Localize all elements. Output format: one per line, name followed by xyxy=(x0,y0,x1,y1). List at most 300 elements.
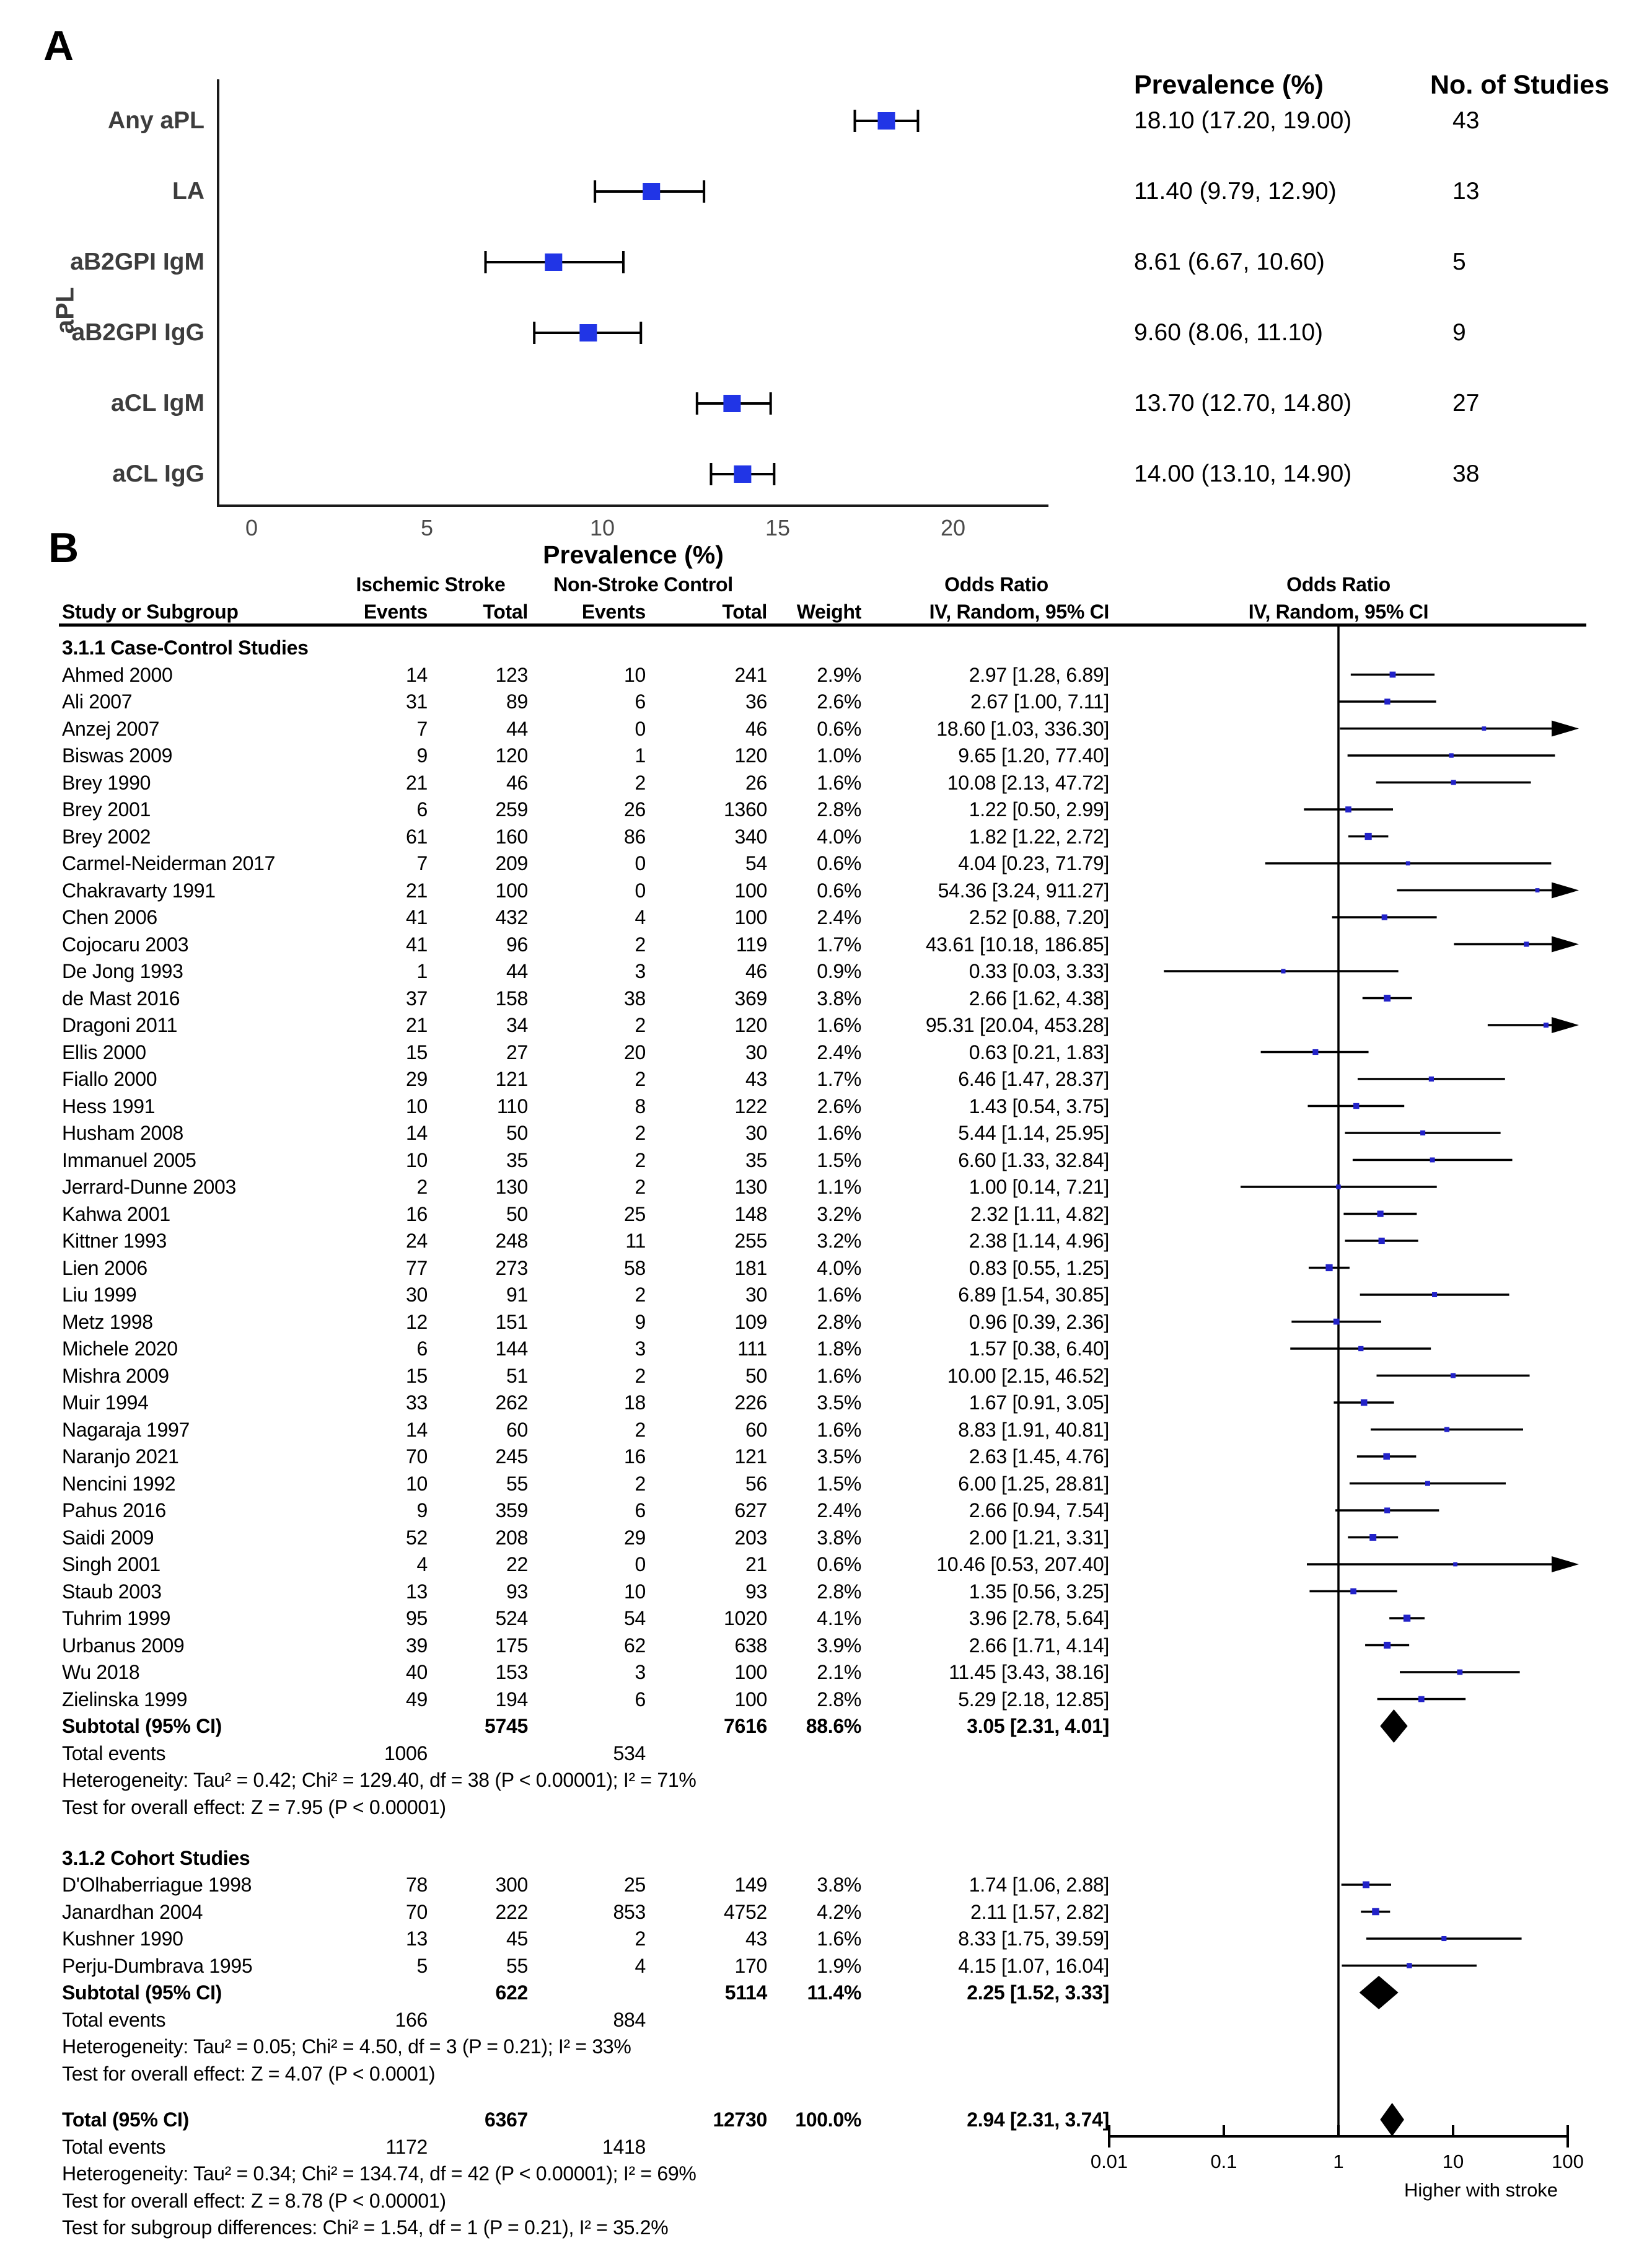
study-row-e1: 6 xyxy=(416,798,428,821)
x-tick-label: 15 xyxy=(765,515,791,540)
study-row-e1: 61 xyxy=(406,825,428,848)
or-square xyxy=(1430,1158,1435,1163)
total-events-label: Total events xyxy=(62,2008,166,2031)
or-square xyxy=(1383,1453,1390,1460)
total-events-e1: 166 xyxy=(395,2008,428,2031)
study-row-w: 0.6% xyxy=(817,717,861,740)
study-row-w: 2.6% xyxy=(817,1095,861,1117)
study-row-e2: 6 xyxy=(635,1499,646,1522)
study-row-ci: 0.63 [0.21, 1.83] xyxy=(969,1041,1109,1064)
total-events-e1: 1006 xyxy=(384,1742,428,1764)
study-row-t2: 638 xyxy=(734,1634,767,1657)
study-row-t1: 44 xyxy=(506,717,528,740)
study-row-e2: 2 xyxy=(635,1364,646,1387)
right-arrow xyxy=(1552,721,1579,737)
study-row-w: 1.6% xyxy=(817,771,861,794)
x-tick-label: 20 xyxy=(940,515,966,540)
or-square xyxy=(1441,1936,1446,1941)
x-tick-label: 10 xyxy=(589,515,615,540)
subtotal-row-name: Subtotal (95% CI) xyxy=(62,1981,222,2004)
right-arrow xyxy=(1552,883,1579,899)
study-row-name: Lien 2006 xyxy=(62,1256,147,1279)
study-row-ci: 8.33 [1.75, 39.59] xyxy=(958,1927,1109,1950)
or-square xyxy=(1345,806,1351,813)
heterogeneity-text: Heterogeneity: Tau² = 0.42; Chi² = 129.40, df = 38 (P < 0.00001); I² = 71% xyxy=(62,1769,696,1791)
study-row-t2: 119 xyxy=(736,933,767,956)
study-row-e1: 4 xyxy=(416,1553,428,1575)
study-row-e2: 10 xyxy=(624,1580,646,1603)
or-square xyxy=(1390,672,1396,678)
study-row-name: Dragoni 2011 xyxy=(62,1014,178,1036)
weight-column-header: Weight xyxy=(796,601,861,623)
events1-column-header: Events xyxy=(363,601,428,623)
study-row-t1: 34 xyxy=(506,1014,528,1036)
study-row-t1: 93 xyxy=(506,1580,528,1603)
or-square xyxy=(1384,1642,1391,1649)
total-row-ci: 2.94 [2.31, 3.74] xyxy=(967,2108,1109,2131)
study-row-name: Ellis 2000 xyxy=(62,1041,146,1064)
study-row-t1: 262 xyxy=(495,1391,528,1414)
or-square xyxy=(1453,1562,1457,1567)
study-row-e1: 1 xyxy=(416,960,428,982)
study-row-name: Biswas 2009 xyxy=(62,744,173,767)
study-row-t1: 123 xyxy=(495,663,528,686)
study-row-t2: 30 xyxy=(745,1284,767,1306)
subtotal-row-w: 11.4% xyxy=(807,1981,861,2004)
group1-header: Ischemic Stroke xyxy=(356,573,506,596)
study-row-e2: 2 xyxy=(635,1148,646,1171)
study-row-ci: 6.60 [1.33, 32.84] xyxy=(958,1148,1109,1171)
study-row-w: 1.8% xyxy=(817,1337,861,1360)
study-row-w: 2.4% xyxy=(817,906,861,928)
study-row-e1: 12 xyxy=(406,1310,428,1333)
study-row-t1: 22 xyxy=(506,1553,528,1575)
study-row-name: Saidi 2009 xyxy=(62,1526,154,1549)
study-row-t1: 50 xyxy=(506,1202,528,1225)
study-row-name: Immanuel 2005 xyxy=(62,1148,196,1171)
study-row-w: 2.8% xyxy=(817,1688,861,1711)
study-row-t2: 340 xyxy=(734,825,767,848)
point-estimate-square xyxy=(734,465,751,483)
study-row-t2: 203 xyxy=(734,1526,767,1549)
study-row-e1: 10 xyxy=(406,1095,428,1117)
study-row-ci: 2.66 [0.94, 7.54] xyxy=(969,1499,1109,1522)
study-row-t1: 245 xyxy=(495,1445,528,1468)
study-row-name: De Jong 1993 xyxy=(62,960,183,982)
study-row-w: 1.5% xyxy=(817,1472,861,1495)
study-row-ci: 3.96 [2.78, 5.64] xyxy=(969,1607,1109,1629)
study-row-t1: 160 xyxy=(495,825,528,848)
study-row-ci: 6.46 [1.47, 28.37] xyxy=(958,1068,1109,1090)
study-row-e1: 7 xyxy=(416,852,428,874)
study-row-ci: 0.96 [0.39, 2.36] xyxy=(969,1310,1109,1333)
study-row-ci: 1.74 [1.06, 2.88] xyxy=(969,1874,1109,1896)
study-row-w: 4.0% xyxy=(817,825,861,848)
or-square xyxy=(1429,1077,1434,1081)
study-row-w: 1.9% xyxy=(817,1954,861,1977)
x-tick-label: 5 xyxy=(420,515,434,540)
study-row-ci: 4.04 [0.23, 71.79] xyxy=(958,852,1109,874)
study-row-w: 0.9% xyxy=(817,960,861,982)
study-row-t1: 259 xyxy=(495,798,528,821)
study-row-ci: 2.63 [1.45, 4.76] xyxy=(969,1445,1109,1468)
study-row-ci: 2.66 [1.71, 4.14] xyxy=(969,1634,1109,1657)
study-row-e2: 2 xyxy=(635,933,646,956)
study-row-t2: 1020 xyxy=(724,1607,767,1629)
study-row-w: 1.7% xyxy=(817,933,861,956)
or-square xyxy=(1404,1614,1410,1621)
study-row-t2: 100 xyxy=(734,906,767,928)
study-row-w: 3.2% xyxy=(817,1202,861,1225)
study-row-w: 1.5% xyxy=(817,1148,861,1171)
study-row-t2: 1360 xyxy=(724,798,767,821)
study-row-w: 3.8% xyxy=(817,1526,861,1549)
study-row-ci: 0.83 [0.55, 1.25] xyxy=(969,1256,1109,1279)
study-row-name: Singh 2001 xyxy=(62,1553,160,1575)
study-row-name: Staub 2003 xyxy=(62,1580,162,1603)
study-row-e2: 6 xyxy=(635,690,646,713)
study-row-t1: 110 xyxy=(496,1095,528,1117)
study-row-w: 1.1% xyxy=(817,1176,861,1198)
study-row-e2: 0 xyxy=(635,879,646,902)
study-row-ci: 2.97 [1.28, 6.89] xyxy=(969,663,1109,686)
study-row-w: 3.9% xyxy=(817,1634,861,1657)
study-row-ci: 1.35 [0.56, 3.25] xyxy=(969,1580,1109,1603)
or-square xyxy=(1457,1670,1463,1675)
study-row-name: Kushner 1990 xyxy=(62,1927,183,1950)
study-row-e1: 31 xyxy=(406,690,428,713)
study-row-e2: 29 xyxy=(624,1526,646,1549)
study-row-t2: 50 xyxy=(745,1364,767,1387)
subtotal-row-t2: 5114 xyxy=(724,1981,767,2004)
study-row-w: 2.8% xyxy=(817,1310,861,1333)
study-row-name: Jerrard-Dunne 2003 xyxy=(62,1176,236,1198)
or-square xyxy=(1361,1399,1368,1406)
study-row-e2: 16 xyxy=(624,1445,646,1468)
study-row-t2: 100 xyxy=(734,1688,767,1711)
study-row-w: 2.8% xyxy=(817,798,861,821)
study-row-e2: 2 xyxy=(635,1284,646,1306)
study-row-name: Mishra 2009 xyxy=(62,1364,169,1387)
study-row-e2: 3 xyxy=(635,1337,646,1360)
study-row-name: Carmel-Neiderman 2017 xyxy=(62,852,276,874)
study-row-t2: 46 xyxy=(745,960,767,982)
study-row-name: Brey 2001 xyxy=(62,798,151,821)
study-row-e1: 13 xyxy=(406,1927,428,1950)
study-row-ci: 5.44 [1.14, 25.95] xyxy=(958,1122,1109,1144)
study-row-e1: 2 xyxy=(416,1176,428,1198)
study-row-w: 2.9% xyxy=(817,663,861,686)
study-row-w: 1.6% xyxy=(817,1418,861,1441)
study-row-name: Cojocaru 2003 xyxy=(62,933,189,956)
study-row-w: 3.8% xyxy=(817,1874,861,1896)
study-row-t2: 122 xyxy=(734,1095,767,1117)
study-row-t2: 241 xyxy=(734,663,767,686)
subtotal-row-t2: 7616 xyxy=(724,1715,767,1737)
subtotal-row-t1: 622 xyxy=(495,1981,528,2004)
or-square xyxy=(1384,698,1390,704)
study-row-t1: 300 xyxy=(495,1874,528,1896)
study-row-name: Wu 2018 xyxy=(62,1661,140,1683)
study-row-w: 1.6% xyxy=(817,1927,861,1950)
study-row-e1: 21 xyxy=(406,879,428,902)
subtotal-row-w: 88.6% xyxy=(806,1715,861,1737)
study-row-ci: 1.57 [0.38, 6.40] xyxy=(969,1337,1109,1360)
or-ci-plot-header: IV, Random, 95% CI xyxy=(1248,601,1429,623)
study-row-t1: 524 xyxy=(495,1607,528,1629)
study-row-t2: 56 xyxy=(745,1472,767,1495)
or-square xyxy=(1350,1588,1356,1595)
study-row-t1: 46 xyxy=(506,771,528,794)
study-row-w: 3.2% xyxy=(817,1230,861,1252)
or-square xyxy=(1281,969,1285,973)
study-row-w: 1.6% xyxy=(817,1014,861,1036)
total-events-label: Total events xyxy=(62,1742,166,1764)
study-row-t2: 60 xyxy=(745,1418,767,1441)
study-row-e2: 86 xyxy=(624,825,646,848)
study-row-ci: 2.67 [1.00, 7.11] xyxy=(970,690,1109,713)
study-row-t2: 627 xyxy=(734,1499,767,1522)
or-square xyxy=(1336,1184,1340,1189)
point-estimate-square xyxy=(723,395,740,412)
point-estimate-square xyxy=(579,324,597,341)
study-row-name: Michele 2020 xyxy=(62,1337,178,1360)
study-row-t1: 55 xyxy=(506,1472,528,1495)
study-row-e2: 4 xyxy=(635,906,646,928)
study-row-e1: 14 xyxy=(406,663,428,686)
study-row-e2: 8 xyxy=(635,1095,646,1117)
study-row-ci: 1.43 [0.54, 3.75] xyxy=(969,1095,1109,1117)
header-divider xyxy=(59,623,1586,627)
study-row-t2: 148 xyxy=(734,1202,767,1225)
study-row-name: Liu 1999 xyxy=(62,1284,137,1306)
n-studies-value: 27 xyxy=(1452,390,1480,416)
study-row-ci: 1.67 [0.91, 3.05] xyxy=(969,1391,1109,1414)
total-row-t2: 12730 xyxy=(713,2108,767,2131)
or-square xyxy=(1420,1130,1425,1135)
category-label: aCL IgM xyxy=(111,390,204,416)
study-row-e1: 14 xyxy=(406,1418,428,1441)
or-square xyxy=(1444,1427,1449,1432)
pooled-diamond xyxy=(1380,2103,1404,2136)
study-row-name: Nencini 1992 xyxy=(62,1472,176,1495)
study-row-t1: 130 xyxy=(495,1176,528,1198)
overall-effect-text: Test for overall effect: Z = 4.07 (P < 0.0001) xyxy=(62,2062,436,2085)
right-arrow xyxy=(1552,936,1579,953)
study-row-ci: 4.15 [1.07, 16.04] xyxy=(958,1954,1109,1977)
study-row-e2: 38 xyxy=(624,987,646,1010)
group2-header: Non-Stroke Control xyxy=(553,573,733,596)
study-row-w: 0.6% xyxy=(817,879,861,902)
study-row-t2: 100 xyxy=(734,1661,767,1683)
study-row-ci: 10.46 [0.53, 207.40] xyxy=(936,1553,1109,1575)
total1-column-header: Total xyxy=(483,601,528,623)
total-events-e2: 1418 xyxy=(602,2135,646,2158)
study-row-t2: 54 xyxy=(745,852,767,874)
study-row-name: Naranjo 2021 xyxy=(62,1445,179,1468)
or-square xyxy=(1365,833,1372,840)
study-row-w: 2.4% xyxy=(817,1041,861,1064)
subtotal-row-t1: 5745 xyxy=(485,1715,528,1737)
study-row-e1: 39 xyxy=(406,1634,428,1657)
study-row-t2: 4752 xyxy=(724,1900,767,1923)
heterogeneity-text: Heterogeneity: Tau² = 0.05; Chi² = 4.50, df = 3 (P = 0.21); I² = 33% xyxy=(62,2035,631,2058)
study-row-w: 1.6% xyxy=(817,1284,861,1306)
study-row-e2: 2 xyxy=(635,1927,646,1950)
study-row-name: Perju-Dumbrava 1995 xyxy=(62,1954,253,1977)
axis-tick-label: 0.01 xyxy=(1090,2151,1128,2172)
or-square xyxy=(1544,1023,1549,1028)
study-row-e2: 0 xyxy=(635,852,646,874)
study-row-e2: 2 xyxy=(635,1472,646,1495)
n-studies-column-header: No. of Studies xyxy=(1430,70,1610,100)
section-title: 3.1.2 Cohort Studies xyxy=(62,1846,250,1869)
category-label: Any aPL xyxy=(107,107,204,134)
study-row-e2: 2 xyxy=(635,1122,646,1144)
study-row-ci: 8.83 [1.91, 40.81] xyxy=(958,1418,1109,1441)
study-row-t1: 208 xyxy=(495,1526,528,1549)
study-row-name: de Mast 2016 xyxy=(62,987,180,1010)
or-square xyxy=(1524,941,1529,946)
study-row-t2: 111 xyxy=(737,1337,767,1360)
overall-effect-text: Test for overall effect: Z = 8.78 (P < 0.00001) xyxy=(62,2189,446,2212)
study-row-t1: 120 xyxy=(495,744,528,767)
study-row-e2: 11 xyxy=(625,1230,646,1252)
study-row-t1: 222 xyxy=(495,1900,528,1923)
overall-effect-text: Test for overall effect: Z = 7.95 (P < 0.00001) xyxy=(62,1795,446,1818)
category-label: aCL IgG xyxy=(112,460,204,487)
odds-ratio-plot-header: Odds Ratio xyxy=(1286,573,1391,596)
or-square xyxy=(1449,753,1453,757)
study-row-name: Ahmed 2000 xyxy=(62,663,173,686)
study-row-ci: 2.32 [1.11, 4.82] xyxy=(970,1202,1109,1225)
or-square xyxy=(1369,1534,1376,1541)
study-row-t2: 36 xyxy=(745,690,767,713)
study-row-w: 0.6% xyxy=(817,1553,861,1575)
n-studies-value: 38 xyxy=(1452,460,1480,487)
study-row-w: 3.5% xyxy=(817,1445,861,1468)
axis-tick-label: 0.1 xyxy=(1210,2151,1237,2172)
study-row-e1: 9 xyxy=(416,744,428,767)
study-row-ci: 2.11 [1.57, 2.82] xyxy=(970,1900,1109,1923)
study-row-t1: 50 xyxy=(506,1122,528,1144)
heterogeneity-text: Heterogeneity: Tau² = 0.34; Chi² = 134.74, df = 42 (P < 0.00001); I² = 69% xyxy=(62,2162,696,2185)
study-row-e1: 95 xyxy=(406,1607,428,1629)
pooled-diamond xyxy=(1380,1709,1407,1743)
point-estimate-square xyxy=(877,112,895,130)
study-row-e1: 14 xyxy=(406,1122,428,1144)
events2-column-header: Events xyxy=(581,601,646,623)
n-studies-value: 5 xyxy=(1452,249,1466,275)
study-row-e1: 7 xyxy=(416,717,428,740)
subtotal-row-ci: 2.25 [1.52, 3.33] xyxy=(967,1981,1109,2004)
or-square xyxy=(1379,1238,1385,1244)
study-row-e1: 6 xyxy=(416,1337,428,1360)
study-row-e1: 24 xyxy=(406,1230,428,1252)
or-ci-column-header: IV, Random, 95% CI xyxy=(929,601,1109,623)
study-row-t1: 60 xyxy=(506,1418,528,1441)
study-row-t2: 30 xyxy=(745,1122,767,1144)
study-row-w: 2.6% xyxy=(817,690,861,713)
panel-a-y-axis-label: aPL xyxy=(50,287,79,334)
study-row-ci: 95.31 [20.04, 453.28] xyxy=(925,1014,1109,1036)
total-row-w: 100.0% xyxy=(795,2108,861,2131)
study-row-t1: 248 xyxy=(495,1230,528,1252)
or-square xyxy=(1384,1507,1390,1513)
study-row-w: 1.0% xyxy=(817,744,861,767)
study-row-e1: 49 xyxy=(406,1688,428,1711)
study-row-ci: 2.52 [0.88, 7.20] xyxy=(969,906,1109,928)
study-row-e1: 21 xyxy=(406,771,428,794)
study-row-e1: 16 xyxy=(406,1202,428,1225)
total-events-label: Total events xyxy=(62,2135,166,2158)
axis-tick-label: 100 xyxy=(1552,2151,1584,2172)
total-row-t1: 6367 xyxy=(485,2108,528,2131)
or-square xyxy=(1406,861,1410,866)
or-square xyxy=(1353,1103,1359,1109)
study-row-t2: 35 xyxy=(745,1148,767,1171)
study-row-t2: 120 xyxy=(734,744,767,767)
study-row-e1: 21 xyxy=(406,1014,428,1036)
study-row-ci: 0.33 [0.03, 3.33] xyxy=(969,960,1109,982)
or-square xyxy=(1358,1346,1363,1351)
study-row-t2: 93 xyxy=(745,1580,767,1603)
study-row-t1: 273 xyxy=(495,1256,528,1279)
study-row-e2: 0 xyxy=(635,1553,646,1575)
study-row-e2: 0 xyxy=(635,717,646,740)
total-events-e2: 884 xyxy=(613,2008,646,2031)
study-row-e2: 2 xyxy=(635,1014,646,1036)
study-row-ci: 10.08 [2.13, 47.72] xyxy=(947,771,1109,794)
study-row-e2: 2 xyxy=(635,771,646,794)
study-row-e2: 4 xyxy=(635,1954,646,1977)
subtotal-row-name: Subtotal (95% CI) xyxy=(62,1715,222,1737)
study-row-e2: 3 xyxy=(635,960,646,982)
study-row-ci: 2.66 [1.62, 4.38] xyxy=(969,987,1109,1010)
study-row-e2: 2 xyxy=(635,1418,646,1441)
study-row-e1: 52 xyxy=(406,1526,428,1549)
or-square xyxy=(1384,995,1391,1002)
panel-a-x-axis-title: Prevalence (%) xyxy=(543,540,724,569)
study-row-t2: 181 xyxy=(734,1256,767,1279)
prevalence-column-header: Prevalence (%) xyxy=(1134,70,1324,100)
study-row-e2: 54 xyxy=(624,1607,646,1629)
study-row-t1: 359 xyxy=(495,1499,528,1522)
study-row-e1: 10 xyxy=(406,1148,428,1171)
or-square xyxy=(1451,780,1456,785)
total-events-e1: 1172 xyxy=(385,2135,428,2158)
study-row-e2: 18 xyxy=(624,1391,646,1414)
study-row-name: Hess 1991 xyxy=(62,1095,156,1117)
study-row-e1: 13 xyxy=(406,1580,428,1603)
study-row-e1: 40 xyxy=(406,1661,428,1683)
total-events-e2: 534 xyxy=(613,1742,646,1764)
pooled-diamond xyxy=(1360,1976,1399,2009)
axis-tick-label: 10 xyxy=(1442,2151,1464,2172)
study-row-ci: 18.60 [1.03, 336.30] xyxy=(936,717,1109,740)
study-row-t1: 194 xyxy=(495,1688,528,1711)
n-studies-value: 43 xyxy=(1452,107,1480,134)
study-row-t2: 120 xyxy=(734,1014,767,1036)
study-row-e1: 41 xyxy=(406,906,428,928)
x-tick-label: 0 xyxy=(245,515,258,540)
n-studies-value: 9 xyxy=(1452,319,1466,346)
study-row-t2: 21 xyxy=(745,1553,767,1575)
study-row-name: Chakravarty 1991 xyxy=(62,879,216,902)
study-row-t2: 130 xyxy=(734,1176,767,1198)
n-studies-value: 13 xyxy=(1452,178,1480,205)
study-row-name: Brey 2002 xyxy=(62,825,151,848)
